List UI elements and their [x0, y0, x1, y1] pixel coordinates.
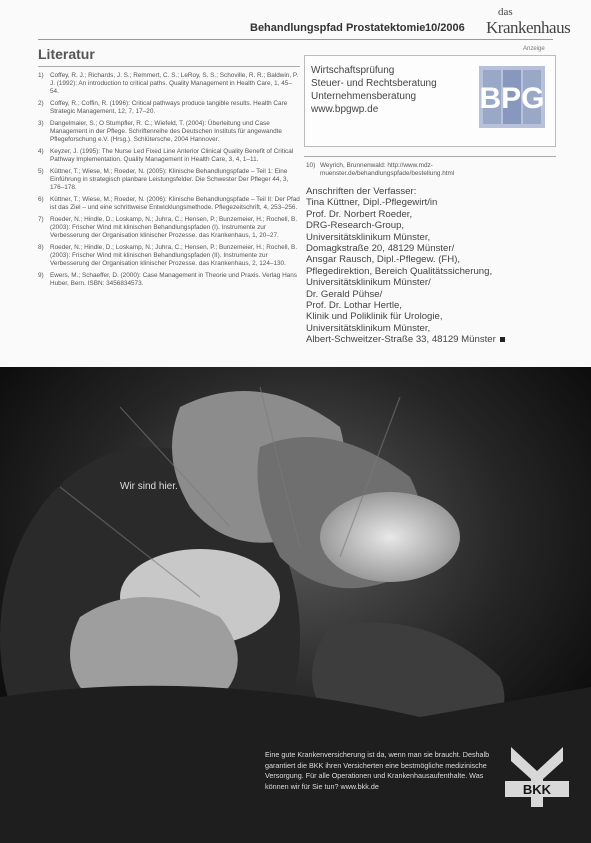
reference-number: 7): [38, 216, 44, 223]
reference-item: [38, 196, 300, 212]
reference-item: [38, 120, 300, 144]
reference-number: 10): [306, 162, 316, 169]
magazine-logo-small: das: [498, 6, 513, 18]
author-line: Tina Küttner, Dipl.-Pflegewirt/in: [306, 197, 438, 209]
author-line: Ansgar Rausch, Dipl.-Pflegew. (FH),: [306, 254, 461, 266]
reference-number: 9): [38, 272, 44, 279]
reference-number: 5): [38, 168, 44, 175]
author-line: [306, 334, 556, 345]
reference-item: [306, 162, 556, 178]
magazine-logo-big: Krankenhaus: [486, 18, 571, 37]
reference-text: Coffey, R.; Coffin, R. (1996): Critical pathways produce tangible results. Health Care Strategic Management, 12, 7, 17–20.: [50, 100, 288, 115]
author-line: Klinik und Poliklinik für Urologie,: [306, 311, 443, 323]
advert-line: Steuer- und Rechtsberatung: [311, 78, 437, 89]
bpg-logo: [479, 66, 545, 128]
magazine-logo: [486, 6, 586, 40]
advert-rule: [304, 156, 556, 157]
reference-text: Ewers, M.; Schaeffer, D. (2000): Case Management in Theorie und Praxis. Verlag Hans Huber, Bern. ISBN: 3456834573.: [50, 272, 297, 287]
author-line: Universitätsklinikum Münster,: [306, 231, 431, 243]
author-line: Universitätsklinikum Münster/: [306, 277, 431, 289]
reference-number: 3): [38, 120, 44, 127]
reference-item: [38, 272, 300, 288]
header-rule: [38, 39, 553, 40]
bkk-headline: Wir sind hier.: [120, 481, 178, 492]
reference-item: [38, 148, 300, 164]
advert-label: Anzeige: [523, 46, 545, 52]
reference-text: Küttner, T.; Wiese, M.; Roeder, N. (2006): Klinische Behandlungspfade – Teil II: Der Pfad ist das Ziel – und eine schrittweise Entwicklungsmethode. Pflegezeitschrift, 4, 253–256.: [50, 196, 300, 211]
reference-item: [38, 168, 300, 192]
reference-item: [38, 216, 300, 240]
end-of-article-mark: [500, 337, 505, 342]
issue-number: 10/2006: [425, 22, 465, 34]
bpg-logo-text: BPG: [479, 82, 545, 115]
reference-text: Roeder, N.; Hindle, D.; Loskamp, N.; Juhra, C.; Hensen, P.; Bunzemeier, H.; Rochell, B. (2003): Frischer Wind mit klinischen Behandlungspfaden (I). Instrumente zur Verbesserung der Organisation klinischer Prozesse. das Krankenhaus, 1, 20–27.: [50, 216, 298, 239]
reference-number: 8): [38, 244, 44, 251]
advert-url[interactable]: www.bpgwp.de: [311, 104, 379, 115]
reference-list: [38, 72, 300, 292]
reference-text: Coffey, R. J.; Richards, J. S.; Remmert, C. S.; LeRoy, S. S.; Schoville, R. R.; Baldwin, P. J. (1992): An introduction to critical paths. Quality Management in Health Care, 1, 45–54.: [50, 72, 299, 95]
bkk-logo-text: BKK: [522, 782, 552, 797]
author-addresses: [306, 186, 556, 346]
bpg-advert[interactable]: [304, 55, 556, 147]
author-line: Prof. Dr. Norbert Roeder,: [306, 208, 413, 220]
bkk-body-text: Eine gute Krankenversicherung ist da, wenn man sie braucht. Deshalb garantiert die BKK ihren Versicherten eine bestmögliche medizinische Versorgung. Für alle Operationen und Krankenhausaufenthalte. Was können wir für Sie tun? www.bkk.de: [265, 750, 490, 791]
advert-text: [311, 64, 437, 116]
reference-text: Küttner, T.; Wiese, M.; Roeder, N. (2005): Klinische Behandlungspfade – Teil 1: Eine Einführung in strategisch planbare Leistungsfelder. Die Schwester Der Pfleger 44, 3, 176–178.: [50, 168, 289, 191]
author-line-text: Albert-Schweitzer-Straße 33, 48129 Münster: [306, 334, 496, 346]
reference-text: Roeder, N.; Hindle, D.; Loskamp, N.; Juhra, C.; Hensen, P.; Bunzemeier, H.; Rochell, B. (2003): Frischer Wind mit klinischen Behandlungspfaden (II). Instrumente zur Verbesserung der Organisation klinischer Prozesse. das Krankenhaus, 2, 124–130.: [50, 244, 298, 267]
bkk-advert[interactable]: [0, 367, 591, 843]
advert-line: Wirtschaftsprüfung: [311, 65, 395, 76]
reference-number: 6): [38, 196, 44, 203]
reference-number: 2): [38, 100, 44, 107]
author-line: Prof. Dr. Lothar Hertle,: [306, 300, 402, 312]
running-header-title: Behandlungspfad Prostatektomie: [250, 22, 426, 34]
advert-line: Unternehmensberatung: [311, 91, 417, 102]
author-line: Domagkstraße 20, 48129 Münster/: [306, 243, 455, 255]
author-line: Pflegedirektion, Bereich Qualitätssicherung,: [306, 265, 493, 277]
author-line: Anschriften der Verfasser:: [306, 186, 417, 197]
reference-text: Keyzer, J. (1995): The Nurse Led Fixed Line Anterior Clinical Quality Benefit of Critical Pathway Implementation. Quality Management in Health Care, 3, 4, 1–11.: [50, 148, 294, 163]
author-line: Dr. Gerald Pühse/: [306, 288, 383, 300]
reference-number: 4): [38, 148, 44, 155]
reference-text: Dangelmaier, S.; O Stumpfler, R. C.; Wiefeld, T. (2004): Überleitung und Case Management in der Pflege. Schriftenreihe des Deutschen Instituts für angewandte Pflegeforschung e.V. (Hrsg.). Schlütersche, 2004 Hannover.: [50, 120, 282, 143]
literature-heading: Literatur: [38, 46, 95, 62]
surgical-mask: [320, 492, 460, 582]
author-line: Universitätsklinikum Münster,: [306, 322, 431, 334]
literature-rule: [38, 66, 300, 67]
reference-item: [38, 72, 300, 96]
reference-item: [38, 100, 300, 116]
reference-item: [38, 244, 300, 268]
reference-number: 1): [38, 72, 44, 79]
bkk-logo: [503, 743, 573, 813]
reference-text: Weyrich, Brunnenwald: http://www.mdz-muenster.de/behandlungspfade/bestellung.html: [320, 162, 455, 177]
author-line: DRG-Research-Group,: [306, 220, 405, 232]
